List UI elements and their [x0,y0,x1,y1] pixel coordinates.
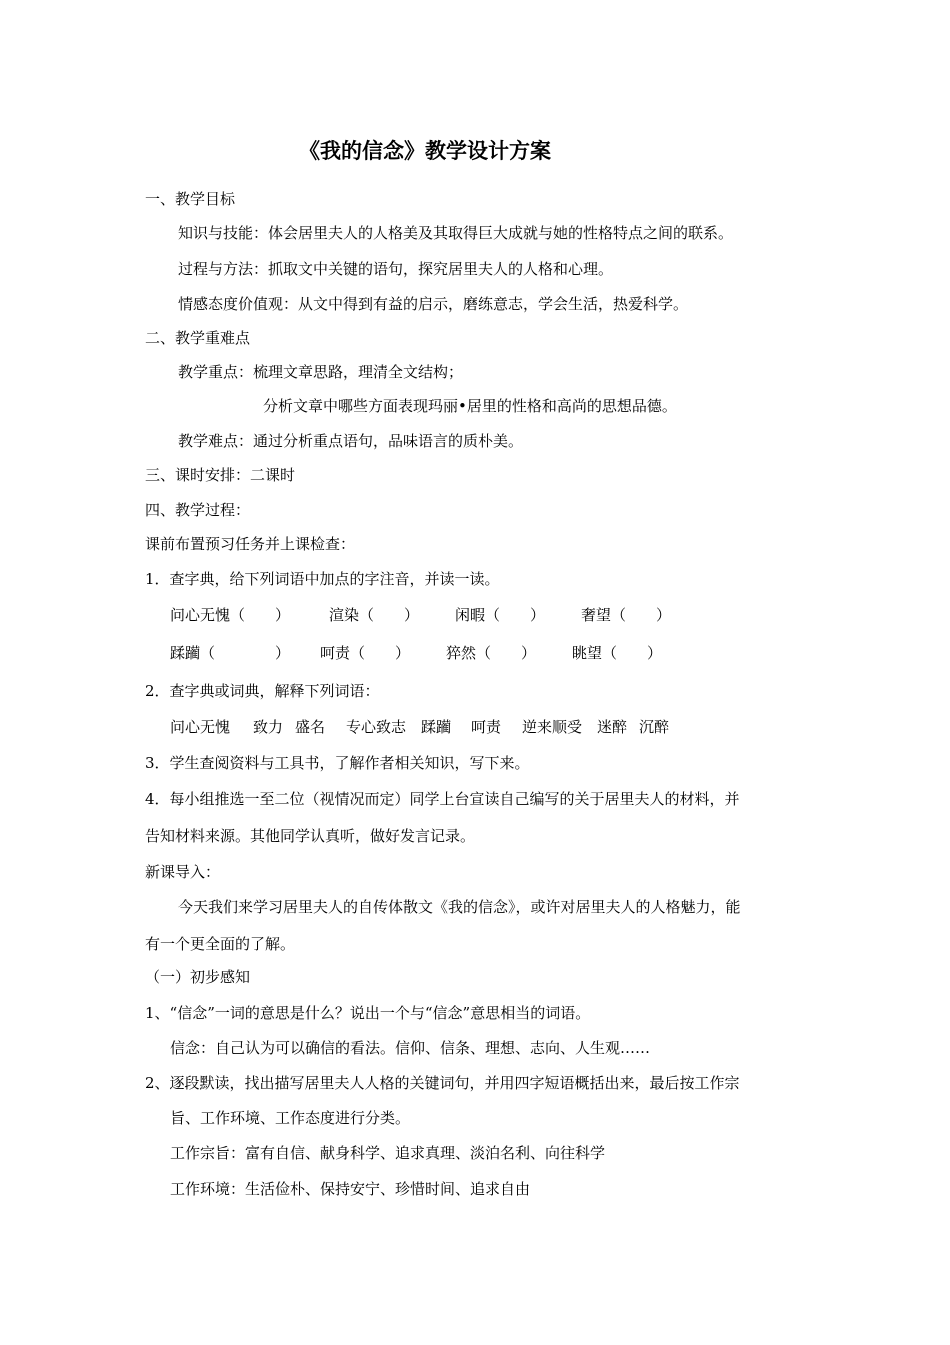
difficult-point: 教学难点：通过分析重点语句，品味语言的质朴美。 [178,432,524,450]
question-2-line-1: 2、逐段默读，找出描写居里夫人人格的关键词句，并用四字短语概括出来，最后按工作宗 [145,1074,740,1092]
task-4-line-1: 4．每小组推选一至二位（视情况而定）同学上台宣读自己编写的关于居里夫人的材料，并 [145,790,740,808]
vocab-item: 呵责 [471,718,502,736]
phonetic-item: 奢望（ ） [581,606,672,624]
goal-knowledge: 知识与技能：体会居里夫人的人格美及其取得巨大成就与她的性格特点之间的联系。 [178,224,734,242]
perception-heading: （一）初步感知 [145,968,251,986]
preview-heading: 课前布置预习任务并上课检查： [145,535,356,553]
schedule: 三、课时安排：二课时 [145,466,296,484]
task-1: 1．查字典，给下列词语中加点的字注音，并读一读。 [145,570,500,588]
phonetic-item: 渲染（ ） [329,606,420,624]
vocab-item: 专心致志 [346,718,407,736]
phonetic-item: 呵责（ ） [320,644,411,662]
process-heading: 四、教学过程： [145,501,251,519]
intro-line-2: 有一个更全面的了解。 [145,935,296,953]
phonetic-row-1 [0,605,950,625]
document-title: 《我的信念》教学设计方案 [299,138,551,163]
intro-line-1: 今天我们来学习居里夫人的自传体散文《我的信念》，或许对居里夫人的人格魅力，能 [178,898,741,916]
task-3: 3．学生查阅资料与工具书，了解作者相关知识，写下来。 [145,754,530,772]
work-environment: 工作环境：生活俭朴、保持安宁、珍惜时间、追求自由 [170,1180,531,1198]
goals-heading: 一、教学目标 [145,190,236,208]
goal-emotion: 情感态度价值观：从文中得到有益的启示，磨练意志，学会生活，热爱科学。 [178,295,689,313]
phonetic-item: 问心无愧（ ） [170,606,291,624]
phonetic-row-2 [0,643,950,663]
vocab-item: 逆来顺受 [522,718,583,736]
vocab-item: 问心无愧 [170,718,231,736]
key-point-1: 教学重点：梳理文章思路，理清全文结构； [178,363,464,381]
vocab-item: 迷醉 [597,718,628,736]
task-2: 2．查字典或词典，解释下列词语： [145,682,380,700]
vocab-item: 蹂躏 [421,718,452,736]
vocab-item: 沉醉 [639,718,670,736]
key-point-2: 分析文章中哪些方面表现玛丽•居里的性格和高尚的思想品德。 [263,397,677,415]
phonetic-item: 蹂躏（ ） [170,644,291,662]
question-1: 1、“信念”一词的意思是什么？说出一个与“信念”意思相当的词语。 [145,1004,591,1022]
vocab-item: 盛名 [295,718,326,736]
work-aim: 工作宗旨：富有自信、献身科学、追求真理、淡泊名利、向往科学 [170,1144,606,1162]
answer-1: 信念：自己认为可以确信的看法。信仰、信条、理想、志向、人生观…… [170,1039,651,1057]
intro-heading: 新课导入： [145,863,221,881]
goal-process: 过程与方法：抓取文中关键的语句，探究居里夫人的人格和心理。 [178,260,614,278]
task-4-line-2: 告知材料来源。其他同学认真听，做好发言记录。 [145,827,476,845]
vocab-item: 致力 [253,718,284,736]
key-heading: 二、教学重难点 [145,329,251,347]
vocab-row [0,717,950,737]
phonetic-item: 闲暇（ ） [455,606,546,624]
phonetic-item: 眺望（ ） [572,644,663,662]
phonetic-item: 猝然（ ） [446,644,537,662]
question-2-line-2: 旨、工作环境、工作态度进行分类。 [170,1109,411,1127]
